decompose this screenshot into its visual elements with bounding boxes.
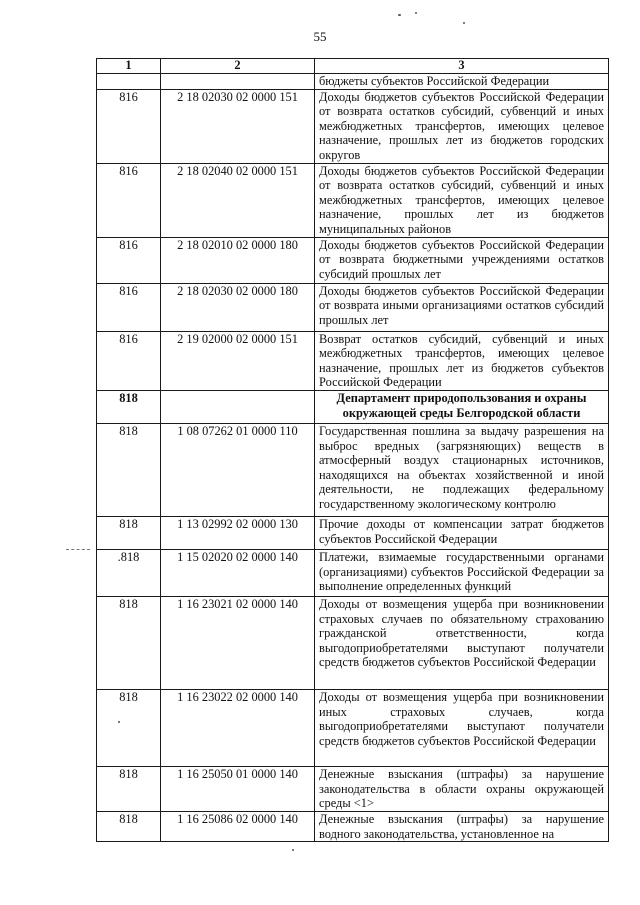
revenue-code-cell bbox=[161, 390, 315, 423]
revenue-name-cell: Доходы от возмещения ущерба при возникновении иных страховых случаев, когда выгодоприобретателями выступают получатели средств бюджетов субъектов Российской Федерации bbox=[315, 689, 609, 766]
revenue-code-cell: 1 15 02020 02 0000 140 bbox=[161, 549, 315, 596]
column-header: 1 bbox=[97, 59, 161, 74]
revenue-name-cell: Доходы бюджетов субъектов Российской Федерации от возврата иными организациями остатков субсидий прошлых лет bbox=[315, 283, 609, 331]
revenue-name-cell: бюджеты субъектов Российской Федерации bbox=[315, 74, 609, 90]
revenue-code-cell: 2 18 02030 02 0000 180 bbox=[161, 283, 315, 331]
revenue-code-cell: 1 16 23022 02 0000 140 bbox=[161, 689, 315, 766]
admin-code-cell: .818 bbox=[97, 549, 161, 596]
scan-speck bbox=[415, 12, 417, 14]
column-header: 3 bbox=[315, 59, 609, 74]
table-row bbox=[97, 163, 609, 237]
revenue-name-cell: Доходы бюджетов субъектов Российской Федерации от возврата остатков субсидий, субвенций и иных межбюджетных трансфертов, имеющих целевое назначение, прошлых лет из бюджетов муниципальных районов bbox=[315, 163, 609, 237]
revenue-code-cell: 1 16 25050 01 0000 140 bbox=[161, 766, 315, 811]
revenue-name-cell: Государственная пошлина за выдачу разрешения на выброс вредных (загрязняющих) веществ в атмосферный воздух стационарных источников, находящихся на объектах хозяйственной и иной деятельности, не подлежащих федеральному государственному экологическому контролю bbox=[315, 423, 609, 516]
revenue-code-cell: 1 13 02992 02 0000 130 bbox=[161, 516, 315, 549]
revenue-name-cell: Денежные взыскания (штрафы) за нарушение водного законодательства, установленное на bbox=[315, 811, 609, 841]
table-header-row bbox=[97, 59, 609, 74]
table-row bbox=[97, 74, 609, 90]
revenue-name-cell: Возврат остатков субсидий, субвенций и иных межбюджетных трансфертов, имеющих целевое назначение, прошлых лет из бюджетов субъектов Российской Федерации bbox=[315, 331, 609, 390]
page-number: 55 bbox=[313, 29, 327, 44]
admin-code-cell: 816 bbox=[97, 237, 161, 283]
admin-code-cell: 818 bbox=[97, 811, 161, 841]
table-row bbox=[97, 331, 609, 390]
revenue-code-cell bbox=[161, 74, 315, 90]
revenue-code-cell: 2 19 02000 02 0000 151 bbox=[161, 331, 315, 390]
table-row bbox=[97, 516, 609, 549]
revenue-name-cell: Прочие доходы от компенсации затрат бюджетов субъектов Российской Федерации bbox=[315, 516, 609, 549]
table-row bbox=[97, 811, 609, 841]
table-row bbox=[97, 549, 609, 596]
admin-code-cell: 818 bbox=[97, 596, 161, 689]
table-row bbox=[97, 89, 609, 163]
admin-code-cell bbox=[97, 74, 161, 90]
table-row bbox=[97, 283, 609, 331]
revenue-code-cell: 2 18 02030 02 0000 151 bbox=[161, 89, 315, 163]
revenue-name-cell: Платежи, взимаемые государственными органами (организациями) субъектов Российской Федерации за выполнение определенных функций bbox=[315, 549, 609, 596]
admin-code-cell: 818 bbox=[97, 516, 161, 549]
table-row bbox=[97, 423, 609, 516]
revenue-name-cell: Доходы бюджетов субъектов Российской Федерации от возврата остатков субсидий, субвенций и иных межбюджетных трансфертов, имеющих целевое назначение, прошлых лет из бюджетов городских округов bbox=[315, 89, 609, 163]
revenue-code-cell: 1 16 23021 02 0000 140 bbox=[161, 596, 315, 689]
revenue-code-cell: 2 18 02010 02 0000 180 bbox=[161, 237, 315, 283]
revenue-name-cell: Денежные взыскания (штрафы) за нарушение законодательства в области охраны окружающей среды <1> bbox=[315, 766, 609, 811]
admin-code-cell: 816 bbox=[97, 163, 161, 237]
table-row bbox=[97, 766, 609, 811]
scan-speck bbox=[463, 22, 465, 24]
column-header: 2 bbox=[161, 59, 315, 74]
admin-code-cell: 818 bbox=[97, 766, 161, 811]
department-row bbox=[97, 390, 609, 423]
admin-code-cell: 816 bbox=[97, 331, 161, 390]
admin-code-cell: 816 bbox=[97, 89, 161, 163]
table-row bbox=[97, 237, 609, 283]
revenue-code-cell: 1 16 25086 02 0000 140 bbox=[161, 811, 315, 841]
revenue-code-cell: 1 08 07262 01 0000 110 bbox=[161, 423, 315, 516]
scan-mark bbox=[66, 549, 90, 550]
scan-speck bbox=[292, 849, 294, 851]
scan-speck bbox=[398, 14, 401, 16]
revenue-name-cell: Департамент природопользования и охраны окружающей среды Белгородской области bbox=[315, 390, 609, 423]
revenue-name-cell: Доходы бюджетов субъектов Российской Федерации от возврата бюджетными учреждениями остатков субсидий прошлых лет bbox=[315, 237, 609, 283]
table-row bbox=[97, 689, 609, 766]
admin-code-cell: 818 bbox=[97, 689, 161, 766]
revenue-codes-table bbox=[96, 58, 609, 842]
admin-code-cell: 816 bbox=[97, 283, 161, 331]
table-body bbox=[97, 74, 609, 842]
revenue-name-cell: Доходы от возмещения ущерба при возникновении страховых случаев по обязательному страхованию гражданской ответственности, когда выгодоприобретателями выступают получатели средств бюджетов субъектов Российской Федерации bbox=[315, 596, 609, 689]
admin-code-cell: 818 bbox=[97, 390, 161, 423]
table-row bbox=[97, 596, 609, 689]
admin-code-cell: 818 bbox=[97, 423, 161, 516]
revenue-code-cell: 2 18 02040 02 0000 151 bbox=[161, 163, 315, 237]
